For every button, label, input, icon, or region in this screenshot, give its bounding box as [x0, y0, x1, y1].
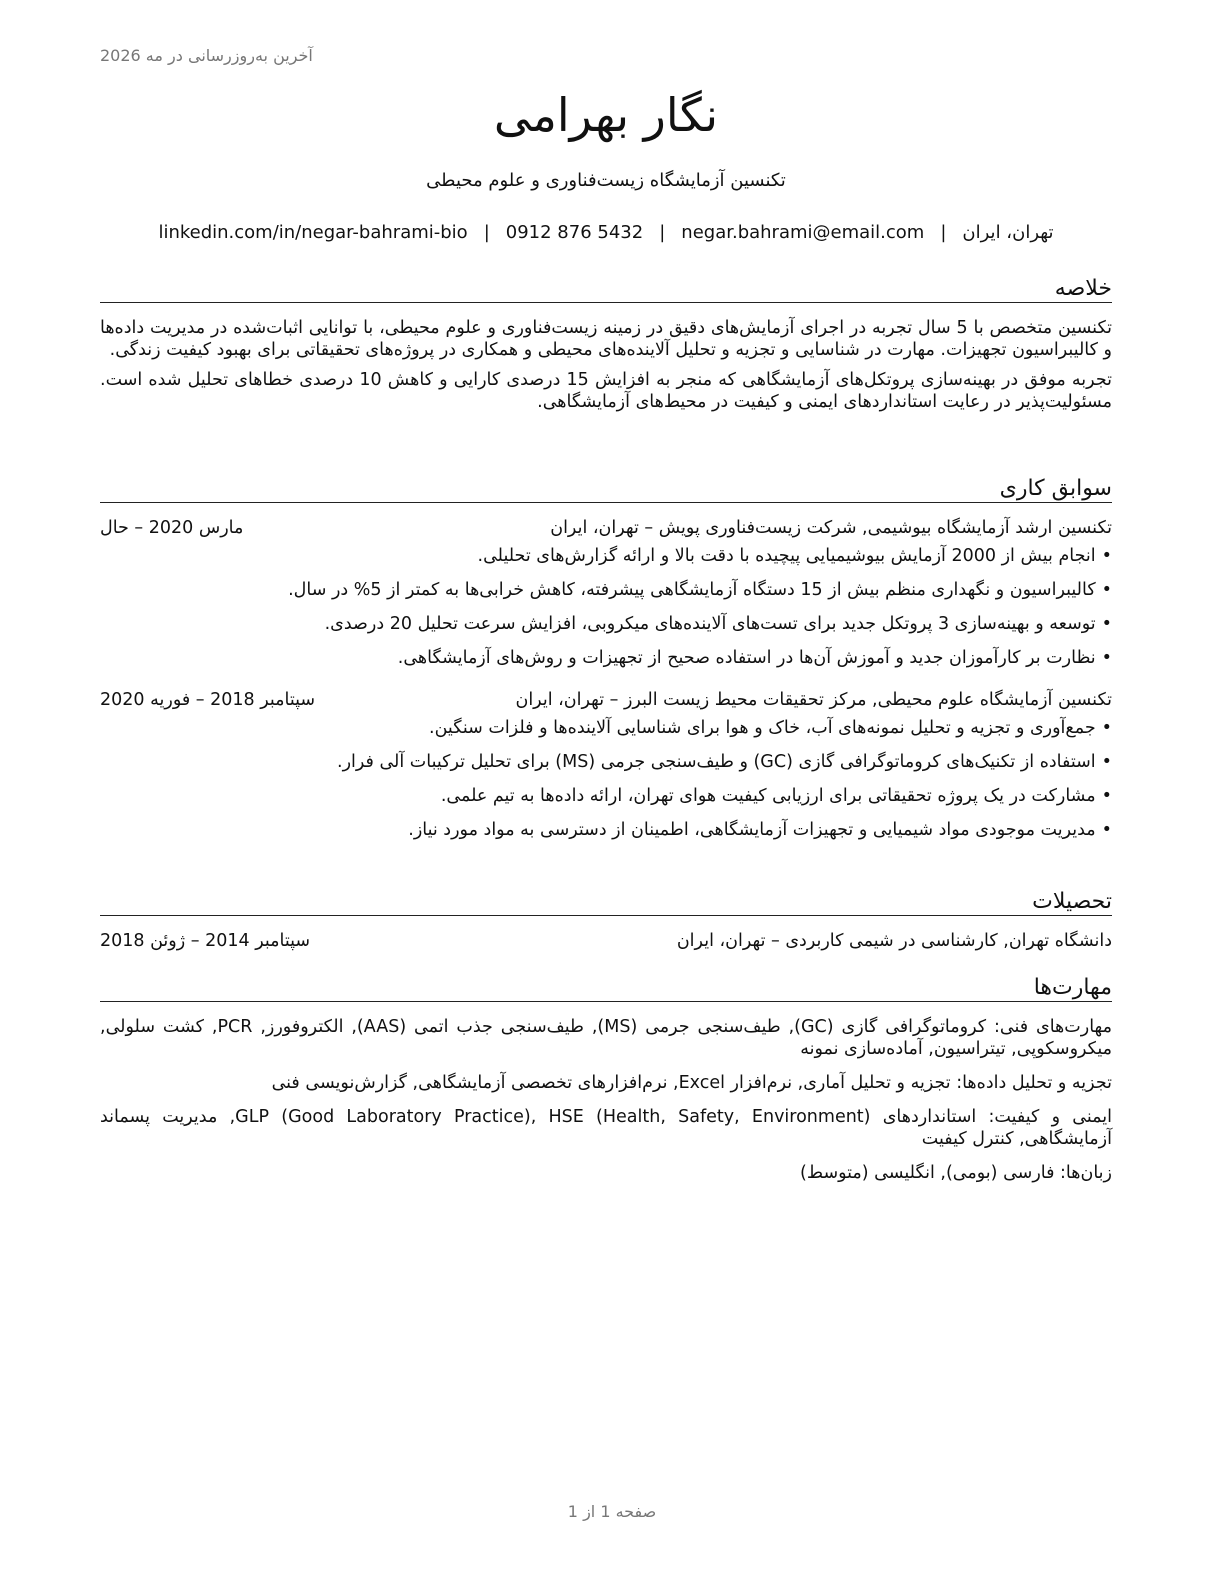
- bullet-icon: •: [1101, 752, 1112, 772]
- bullet-text: مشارکت در یک پروژه تحقیقاتی برای ارزیابی کیفیت هوای تهران، ارائه داده‌ها به تیم علمی.: [440, 786, 1096, 806]
- headline: تکنسین آزمایشگاه زیست‌فناوری و علوم محیطی: [426, 170, 786, 191]
- job-header: [100, 689, 1112, 711]
- job-entry: [100, 517, 1112, 669]
- bullet-icon: •: [1101, 820, 1112, 840]
- education-school-degree: [677, 930, 1112, 952]
- summary-paragraph: تکنسین متخصص با 5 سال تجربه در اجرای آزمایش‌های دقیق در زمینه زیست‌فناوری و علوم محیطی، با توانایی اثبات‌شده در مدیریت داده‌ها و کالیبراسیون تجهیزات. مهارت در شناسایی و تجزیه و تحلیل آلاینده‌های محیطی و همکاری در پروژه‌های تحقیقاتی برای بهبود کیفیت زندگی.: [100, 318, 1112, 360]
- bullet-text: مدیریت موجودی مواد شیمیایی و تجهیزات آزمایشگاهی، اطمینان از دسترسی به مواد مورد نیاز.: [408, 820, 1096, 840]
- list-item: [100, 717, 1112, 739]
- bullet-icon: •: [1101, 614, 1112, 634]
- contact-phone[interactable]: 0912 876 5432: [505, 222, 644, 243]
- list-item: [100, 613, 1112, 635]
- bullet-text: توسعه و بهینه‌سازی 3 پروتکل جدید برای تست‌های آلاینده‌های میکروبی، افزایش سرعت تحلیل 20 درصدی.: [324, 614, 1096, 634]
- education-entry: [100, 930, 1112, 952]
- job-dates: سپتامبر 2018 – فوریه 2020: [100, 690, 316, 710]
- bullet-icon: •: [1101, 648, 1112, 668]
- job-entry: [100, 689, 1112, 841]
- last-updated: آخرین به‌روزرسانی در مه 2026: [100, 46, 313, 65]
- summary-section: [100, 276, 1112, 421]
- list-item: [100, 647, 1112, 669]
- bullet-text: نظارت بر کارآموزان جدید و آموزش آن‌ها در استفاده صحیح از تجهیزات و روش‌های آزمایشگاهی.: [397, 648, 1096, 668]
- list-item: [100, 579, 1112, 601]
- page-number: صفحه 1 از 1: [567, 1502, 657, 1521]
- education-section: [100, 889, 1112, 952]
- experience-section: [100, 476, 1112, 853]
- bullet-text: استفاده از تکنیک‌های کروماتوگرافی گازی (GC) و طیف‌سنجی جرمی (MS) برای تحلیل ترکیبات آلی فرار.: [337, 752, 1096, 772]
- job-bullets: [100, 545, 1112, 669]
- skill-line: مهارت‌های فنی: کروماتوگرافی گازی (GC), طیف‌سنجی جرمی (MS), طیف‌سنجی جذب اتمی (AAS), الکتروفورز, PCR, کشت سلولی, میکروسکوپی, تیتراسیون, آماده‌سازی نمونه: [100, 1017, 1112, 1059]
- list-item: [100, 545, 1112, 567]
- contact-line: [100, 222, 1112, 243]
- resume-page: [100, 0, 1112, 1584]
- job-role-company: تکنسین آزمایشگاه علوم محیطی, مرکز تحقیقات محیط زیست البرز: [623, 690, 1112, 710]
- education-location: – تهران، ایران: [676, 931, 780, 951]
- bullet-text: جمع‌آوری و تجزیه و تحلیل نمونه‌های آب، خاک و هوا برای شناسایی آلاینده‌ها و فلزات سنگین.: [429, 718, 1096, 738]
- summary-paragraph: تجربه موفق در بهینه‌سازی پروتکل‌های آزمایشگاهی که منجر به افزایش 15 درصدی کارایی و کاهش 10 درصدی خطاهای تحلیل شده است. مسئولیت‌پذیر در رعایت استانداردهای ایمنی و کیفیت در محیط‌های آزمایشگاهی.: [100, 370, 1112, 412]
- job-location: – تهران، ایران: [550, 518, 654, 538]
- list-item: [100, 785, 1112, 807]
- section-title-summary: خلاصه: [100, 276, 1112, 303]
- school-degree: دانشگاه تهران, کارشناسی در شیمی کاربردی: [785, 931, 1112, 951]
- contact-separator: |: [659, 222, 666, 243]
- bullet-text: کالیبراسیون و نگهداری منظم بیش از 15 دستگاه آزمایشگاهی پیشرفته، کاهش خرابی‌ها به کمتر از 5% در سال.: [288, 580, 1096, 600]
- contact-separator: |: [483, 222, 490, 243]
- bullet-icon: •: [1101, 546, 1112, 566]
- skill-line: ایمنی و کیفیت: استانداردهای GLP (Good Laboratory Practice), HSE (Health, Safety, Environment), مدیریت پسماند آزمایشگاهی, کنترل کیفیت: [100, 1107, 1112, 1149]
- skills-section: [100, 975, 1112, 1196]
- job-title-company: [550, 517, 1112, 539]
- contact-email[interactable]: negar.bahrami@email.com: [681, 222, 925, 243]
- person-name: نگار بهرامی: [493, 88, 719, 142]
- bullet-icon: •: [1101, 786, 1112, 806]
- job-role-company: تکنسین ارشد آزمایشگاه بیوشیمی, شرکت زیست‌فناوری پویش: [658, 518, 1112, 538]
- section-title-education: تحصیلات: [100, 889, 1112, 916]
- skill-line: زبان‌ها: فارسی (بومی), انگلیسی (متوسط): [800, 1163, 1112, 1183]
- job-title-company: [515, 689, 1112, 711]
- bullet-icon: •: [1101, 580, 1112, 600]
- job-bullets: [100, 717, 1112, 841]
- bullet-icon: •: [1101, 718, 1112, 738]
- job-dates: مارس 2020 – حال: [100, 518, 244, 538]
- job-location: – تهران، ایران: [515, 690, 619, 710]
- contact-linkedin[interactable]: linkedin.com/in/negar-bahrami-bio: [158, 222, 468, 243]
- contact-location: تهران، ایران: [962, 222, 1054, 243]
- section-title-experience: سوابق کاری: [100, 476, 1112, 503]
- job-header: [100, 517, 1112, 539]
- education-dates: سپتامبر 2014 – ژوئن 2018: [100, 931, 311, 951]
- bullet-text: انجام بیش از 2000 آزمایش بیوشیمیایی پیچیده با دقت بالا و ارائه گزارش‌های تحلیلی.: [477, 546, 1096, 566]
- contact-separator: |: [940, 222, 947, 243]
- skill-line: تجزیه و تحلیل داده‌ها: تجزیه و تحلیل آماری, نرم‌افزار Excel, نرم‌افزارهای تخصصی آزمایشگاهی, گزارش‌نویسی فنی: [271, 1073, 1112, 1093]
- section-title-skills: مهارت‌ها: [100, 975, 1112, 1002]
- list-item: [100, 819, 1112, 841]
- list-item: [100, 751, 1112, 773]
